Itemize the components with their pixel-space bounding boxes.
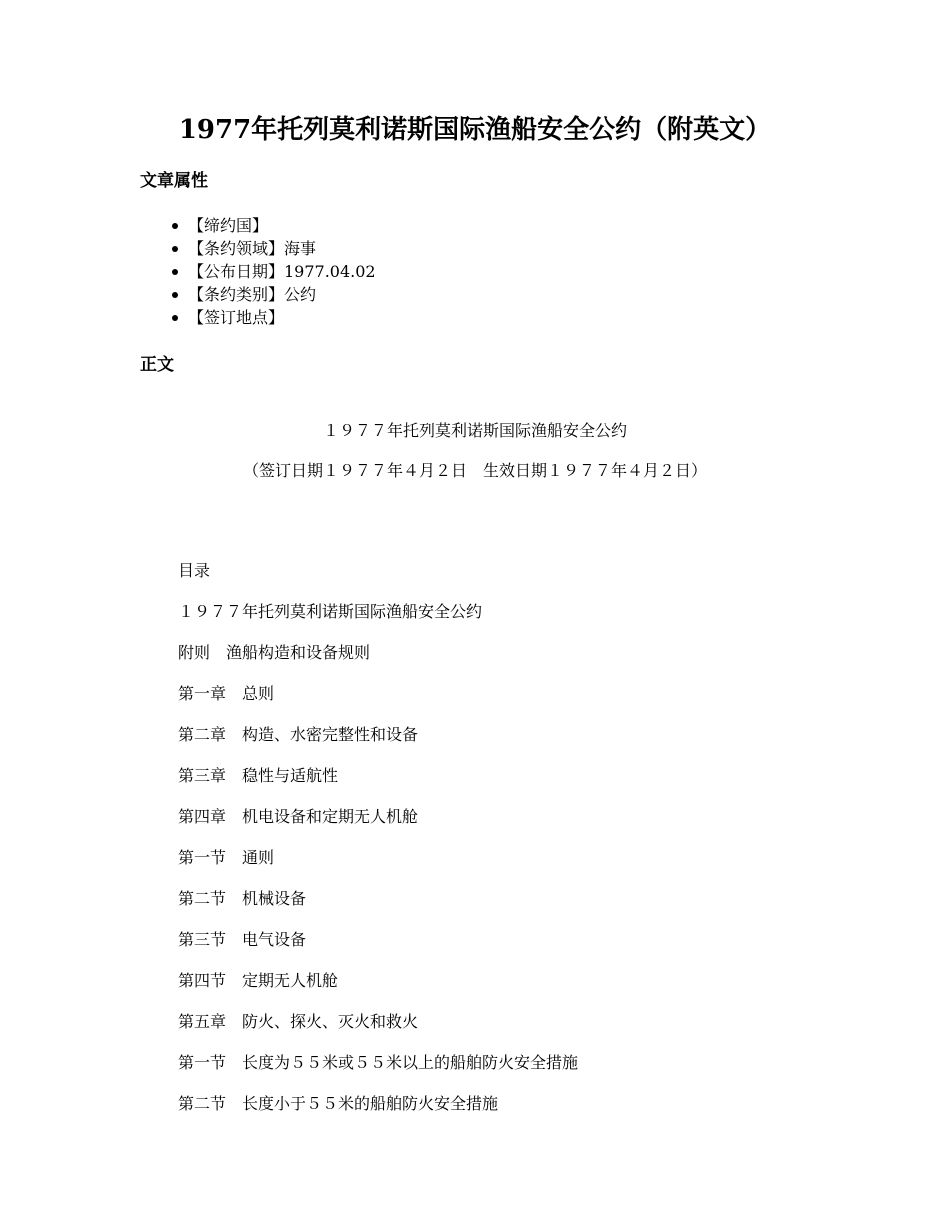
toc-item: 附则 渔船构造和设备规则 (178, 643, 371, 662)
toc-item: 第四节 定期无人机舱 (178, 971, 339, 990)
attribute-item-signing-place (178, 306, 376, 329)
toc-item: 第三章 稳性与适航性 (178, 766, 339, 785)
attribute-text: 【条约类别】公约 (188, 285, 317, 304)
attribute-text: 【缔约国】 (188, 216, 269, 235)
toc-item: 第一章 总则 (178, 684, 275, 703)
bullet-icon (172, 269, 178, 275)
toc-item: 第二节 长度小于５５米的船舶防火安全措施 (178, 1094, 499, 1113)
toc-heading: 目录 (178, 561, 211, 580)
attribute-text: 【条约领域】海事 (188, 239, 317, 258)
bullet-icon (172, 292, 178, 298)
treaty-dates: （签订日期１９７７年４月２日 生效日期１９７７年４月２日） (242, 461, 707, 480)
bullet-icon (172, 315, 178, 321)
bullet-icon (172, 223, 178, 229)
treaty-title: １９７７年托列莫利诺斯国际渔船安全公约 (322, 421, 627, 440)
attribute-item-field (178, 237, 376, 260)
attributes-heading: 文章属性 (140, 171, 208, 191)
body-heading: 正文 (140, 355, 174, 375)
toc-item: 第二节 机械设备 (178, 889, 307, 908)
toc-item: 第一节 通则 (178, 848, 275, 867)
table-of-contents (178, 559, 578, 1133)
document-title: 1977年托列莫利诺斯国际渔船安全公约（附英文） (178, 115, 772, 145)
attribute-item-category (178, 283, 376, 306)
toc-item: 第五章 防火、探火、灭火和救火 (178, 1012, 419, 1031)
attribute-item-publish-date (178, 260, 376, 283)
toc-item: １９７７年托列莫利诺斯国际渔船安全公约 (178, 602, 483, 621)
bullet-icon (172, 246, 178, 252)
attributes-list (178, 214, 376, 329)
attribute-text: 【公布日期】1977.04.02 (188, 262, 376, 281)
attribute-text: 【签订地点】 (188, 308, 285, 327)
toc-item: 第二章 构造、水密完整性和设备 (178, 725, 419, 744)
toc-item: 第一节 长度为５５米或５５米以上的船舶防火安全措施 (178, 1053, 579, 1072)
attribute-item-signatories (178, 214, 376, 237)
toc-item: 第三节 电气设备 (178, 930, 307, 949)
toc-item: 第四章 机电设备和定期无人机舱 (178, 807, 419, 826)
